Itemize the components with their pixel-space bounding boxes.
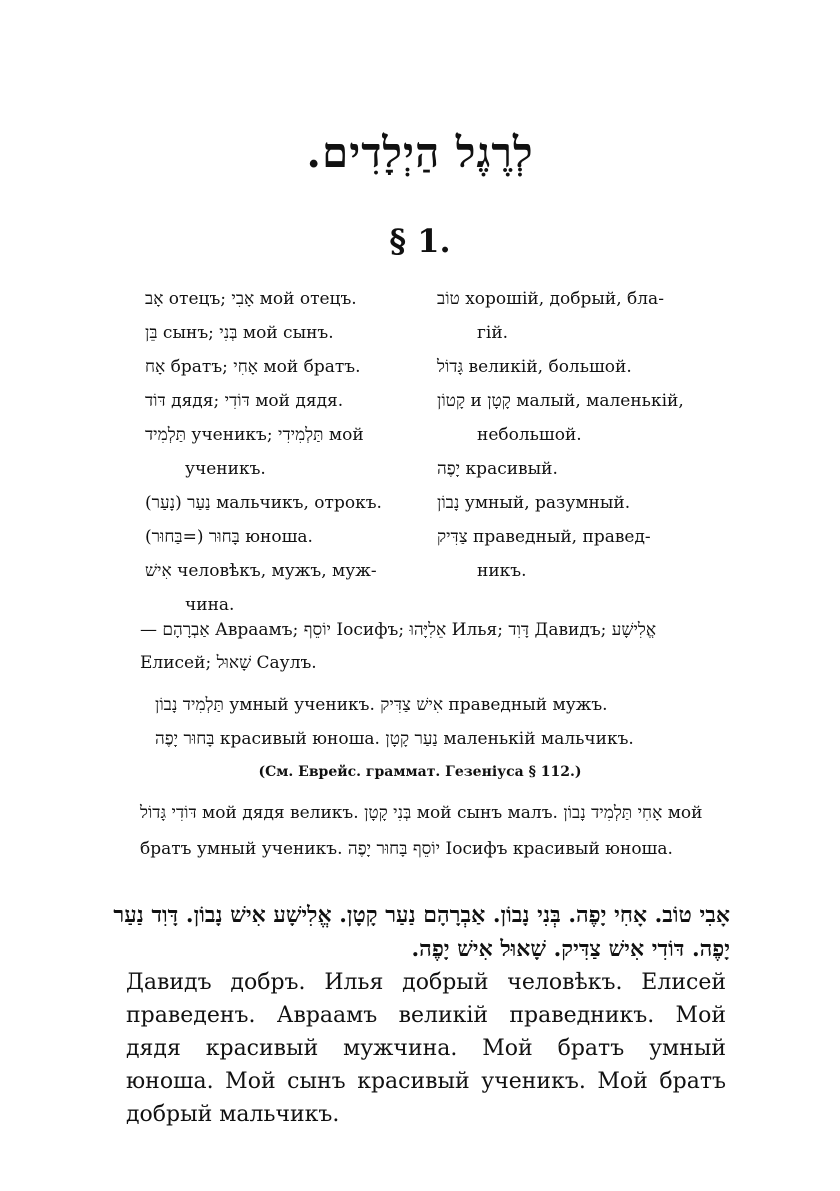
vocab-entry: נַעַר (נָעַר) мальчикъ, отрокъ. — [145, 493, 382, 513]
section-heading: § 1. — [389, 222, 451, 260]
vocab-entry: יָפֶה красивый. — [437, 459, 558, 479]
vocab-entry: קָטוֹן и קָטָן малый, маленькій, — [437, 391, 684, 411]
vocab-entry: גָּדוֹל великій, большой. — [437, 357, 632, 377]
vocab-entry-continued: чина. — [185, 595, 235, 615]
example-paragraph: דּוֹדִי גָּדוֹל мой дядя великъ. בְּנִי קָטָן мой сынъ малъ. אָחִי תַּלְמִיד נָבוֹן мой братъ умный ученикъ. יוֹסֵף בָּחוּר יָפֶה Іосифъ красивый юноша. — [140, 803, 703, 859]
page-title: לְרֶגֶל הַיְלָדִים. — [306, 128, 534, 177]
vocab-entry: בָּחוּר (=בַּחוּר) юноша. — [145, 527, 313, 547]
vocab-entry: נָבוֹן умный, разумный. — [437, 493, 631, 513]
vocab-entry-continued: ученикъ. — [185, 459, 266, 479]
vocab-entry: אָב отецъ; אָבִי мой отецъ. — [145, 289, 357, 309]
example-line: תַּלְמִיד נָבוֹן умный ученикъ. אִישׁ צַדִּיק праведный мужъ. — [155, 695, 608, 715]
proper-names-list: — אַבְרָהָם Авраамъ; יוֹסֵף Іосифъ; אֵלִיָּהוּ Илья; דָּוִד Давидъ; אֱלִישָׁע Елисей; שָׁאוּל Саулъ. — [140, 620, 657, 673]
grammar-reference: (См. Еврейс. граммат. Гезеніуса § 112.) — [258, 764, 582, 780]
vocab-entry: טוֹב хорошій, добрый, бла- — [437, 289, 664, 309]
vocab-entry-continued: небольшой. — [477, 425, 582, 445]
russian-exercise: Давидъ добръ. Илья добрый человѣкъ. Елисей праведенъ. Авраамъ великій праведникъ. Мой дядя красивый мужчина. Мой братъ умный юноша. Мой сынъ красивый ученикъ. Мой братъ добрый мальчикъ. — [126, 970, 726, 1127]
vocab-entry: אָח братъ; אָחִי мой братъ. — [145, 357, 361, 377]
vocab-entry: תַּלְמִיד ученикъ; תַּלְמִידִי мой — [145, 425, 364, 445]
vocab-entry: דּוֹד дядя; דּוֹדִי мой дядя. — [145, 391, 344, 411]
vocab-entry-continued: никъ. — [477, 561, 527, 581]
example-line: בָּחוּר יָפֶה красивый юноша. נַעַר קָטָן маленькій мальчикъ. — [155, 729, 634, 749]
hebrew-exercise: אָבִי טוֹב. אָחִי יָפֶה. בְּנִי נָבוֹן. אַבְרָהָם נַעַר קָטָן. אֱלִישָׁע אִישׁ נָבוֹן. דָּוִד נַעַר יָפֶה. דּוֹדִי אִישׁ צַדִּיק. שָׁאוּל אִישׁ יָפֶה. — [113, 902, 730, 962]
vocab-entry: בֵּן сынъ; בְּנִי мой сынъ. — [145, 323, 334, 343]
vocab-entry-continued: гій. — [477, 323, 509, 343]
vocab-entry: צַדִּיק праведный, правед- — [437, 527, 651, 547]
vocab-entry: אִישׁ человѣкъ, мужъ, муж- — [145, 561, 377, 581]
vocabulary-left-column — [145, 282, 382, 622]
vocabulary-right-column — [437, 282, 684, 588]
